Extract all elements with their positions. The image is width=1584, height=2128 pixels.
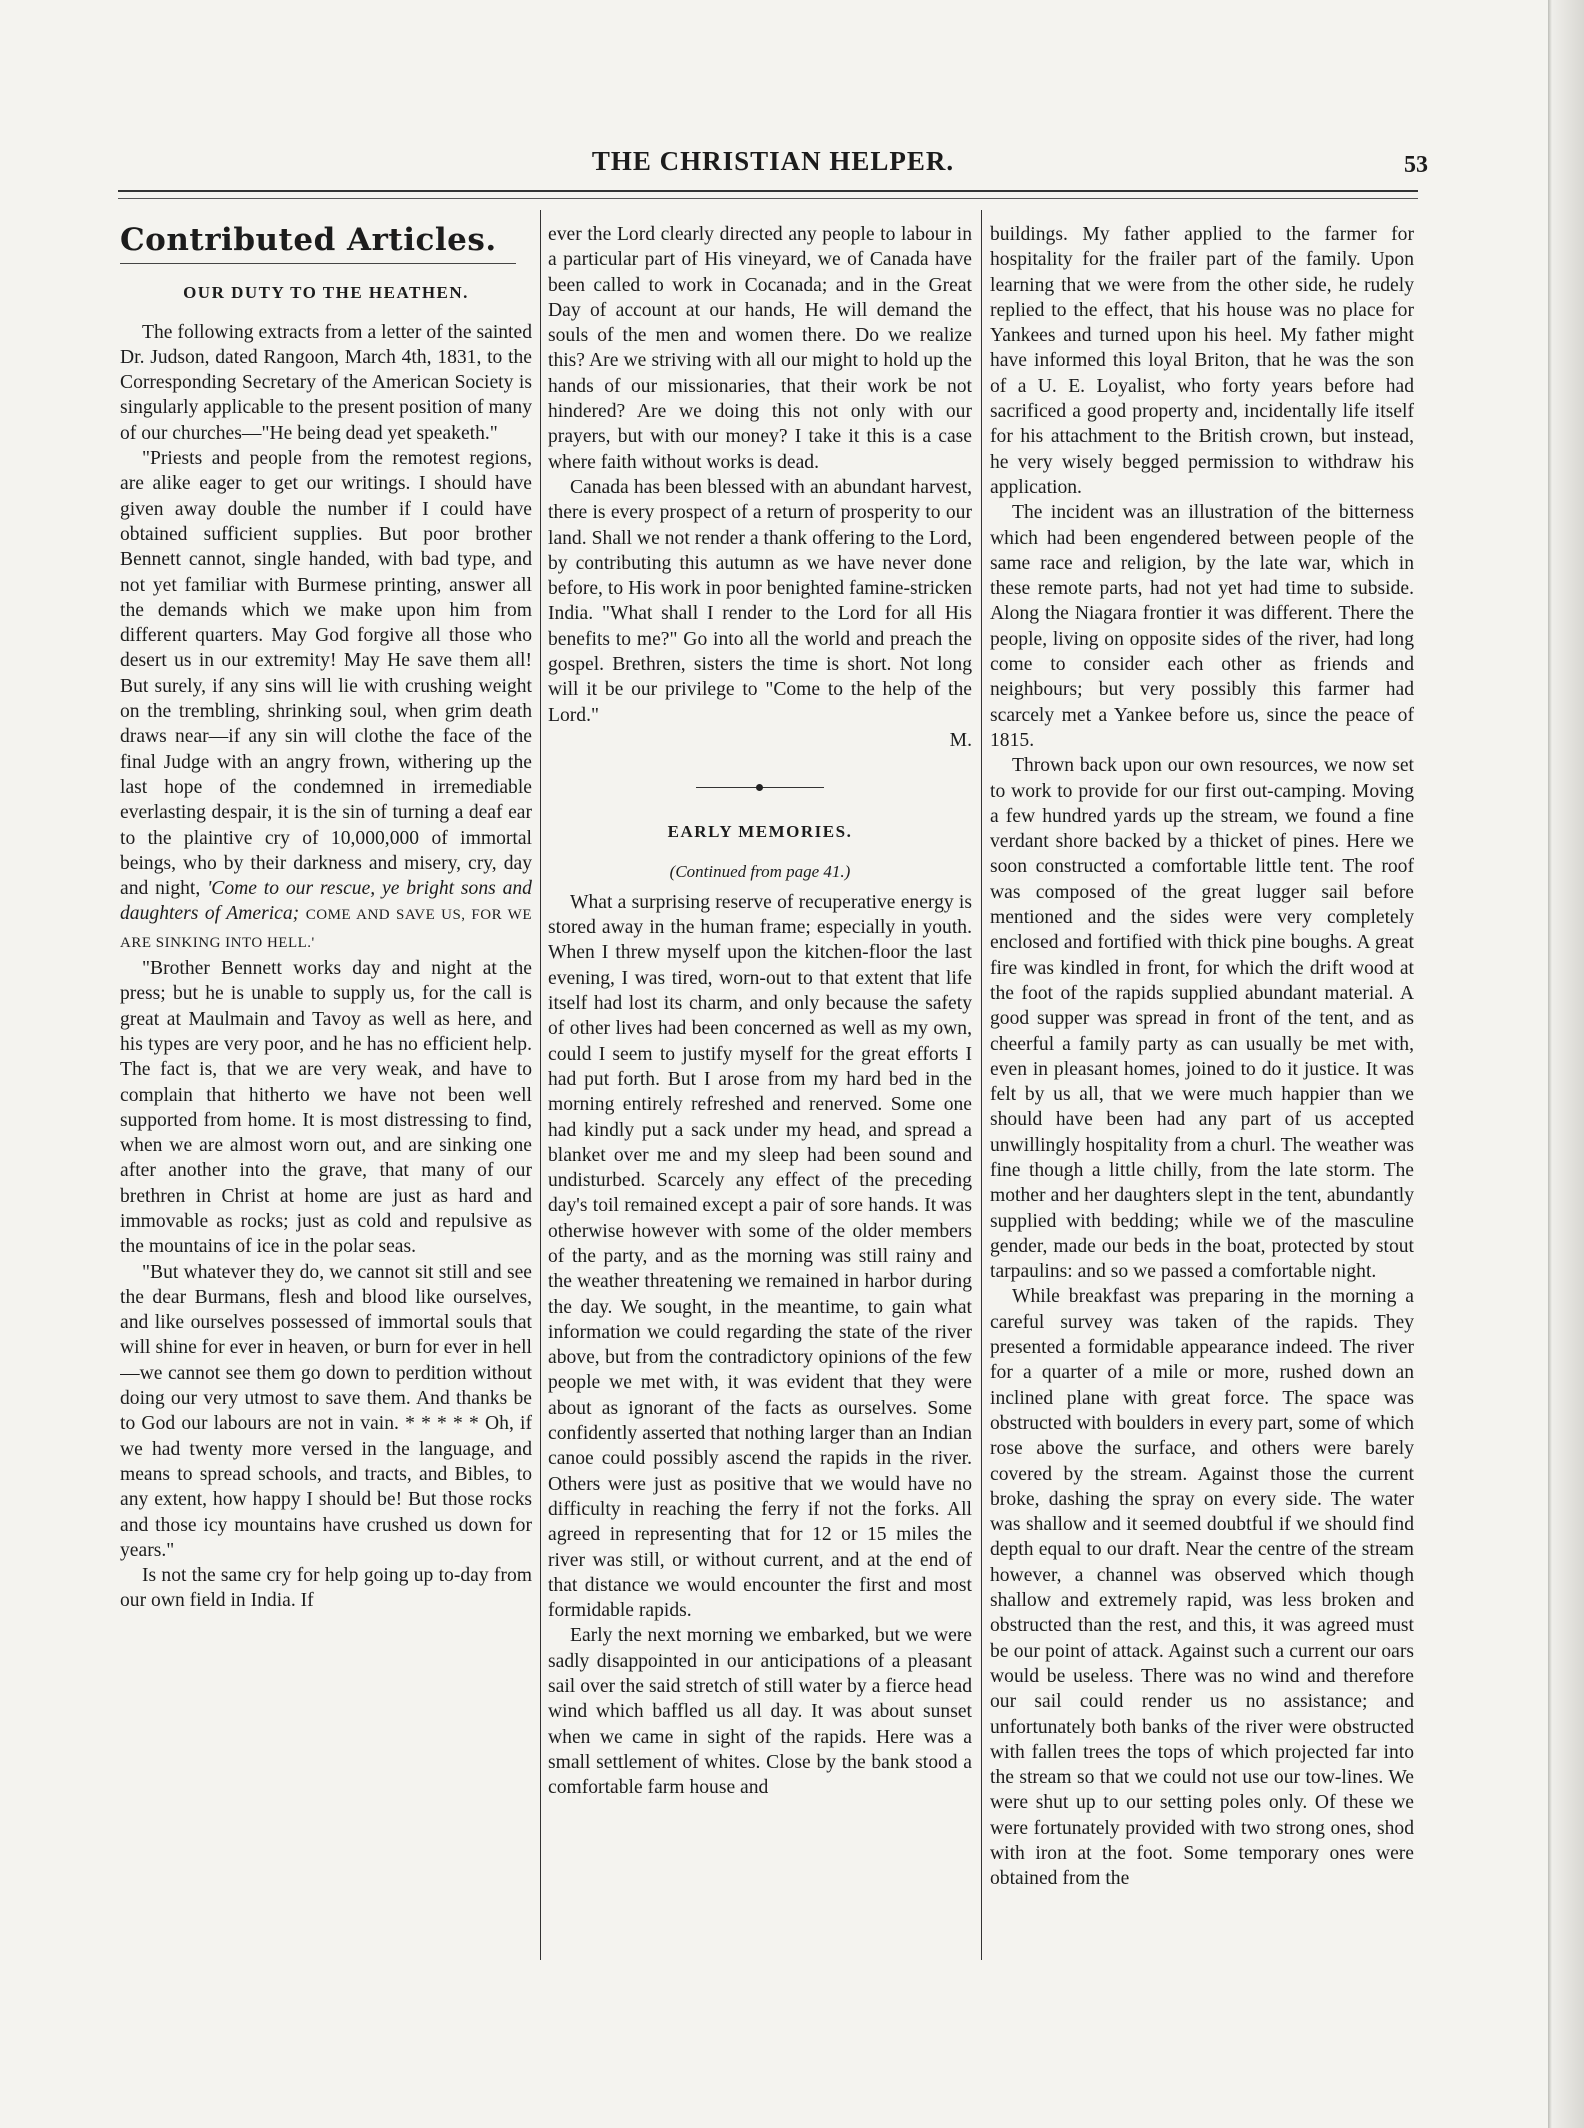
paragraph: The incident was an illustration of the bitterness which had been engendered between people of the same race and religion, by the late war, which in these remote parts, had not yet had time to subside. Along the Niagara frontier it was different. There the people, living on opposite sides of the river, had long come to consider each other as friends and neighbours; but very possibly this farmer had scarcely met a Yankee before us, since the peace of 1815. bbox=[990, 502, 1414, 751]
paragraph: "But whatever they do, we cannot sit still and see the dear Burmans, flesh and blood like ourselves, and like ourselves possessed of immortal souls that will shine for ever in heaven, or burn for ever in hell—we cannot see them go down to perdition without doing our very utmost to save them. And thanks be to God our labours are not in vain. * * * * * Oh, if we had twenty more versed in the language, and means to spread schools, and tracts, and Bibles, to any extent, how happy I should be! But those rocks and those icy mountains have crushed us down for years." bbox=[120, 1261, 532, 1561]
signature: M. bbox=[949, 729, 972, 751]
paragraph: The following extracts from a letter of the sainted Dr. Judson, dated Rangoon, March 4th, 1831, to the Corresponding Secretary of the American Society is singularly applicable to the present position of many of our churches—"He being dead yet speaketh." bbox=[120, 321, 532, 444]
small-caps-quote: COME AND SAVE US, FOR WE ARE SINKING INTO HELL.' bbox=[120, 907, 532, 951]
page-number: 53 bbox=[1404, 152, 1428, 178]
paragraph: "Brother Bennett works day and night at the press; but he is unable to supply us, for the call is great at Maulmain and Tavoy as well as here, and his types are very poor, and he has no efficient help. The fact is, that we are very weak, and have to complain that hitherto we have not been well supported from home. It is most distressing to find, when we are almost worn out, and are sinking one after another into the grave, that many of our brethren in Christ at home are just as hard and immovable as rocks; just as cold and repulsive as the mountains of ice in the polar seas. bbox=[120, 958, 532, 1258]
column-divider bbox=[981, 210, 982, 1960]
paragraph: Canada has been blessed with an abundant harvest, there is every prospect of a return of prosperity to our land. Shall we not render a thank offering to the Lord, by contributing this autumn as we have never done before, to His work in poor benighted famine-stricken India. "What shall I render to the Lord for all His benefits to me?" Go into all the world and preach the gospel. Brethren, sisters the time is short. Not long will it be our privilege to "Come to the help of the Lord." bbox=[548, 476, 972, 726]
column-divider bbox=[540, 210, 541, 1960]
paragraph-text: "Priests and people from the remotest regions, are alike eager to get our writings. I should have given away double the number if I could have obtained sufficient supplies. But poor brother Bennett cannot, single handed, with bad type, and not yet familiar with Burmese printing, answer all the demands which we make upon him from different quarters. May God forgive all those who desert us in our extremity! May He save them all! But surely, if any sins will lie with crushing weight on the trembling, shrinking soul, when grim death draws near—if any sin will clothe the face of the final Judge with an angry frown, withering up the last hope of the condemned in irremediable everlasting despair, it is the sin of turning a deaf ear to the plaintive cry of 10,000,000 of immortal beings, who by their darkness and misery, cry, day and night, bbox=[120, 448, 532, 900]
ornament-divider bbox=[548, 783, 972, 791]
section-rule bbox=[120, 263, 516, 264]
continued-note: (Continued from page 41.) bbox=[669, 861, 851, 881]
italic-quote: 'Come to our rescue, ye bright sons and daughters of America; bbox=[120, 878, 532, 925]
column-1 bbox=[120, 222, 532, 1962]
section-title: Contributed Articles. bbox=[120, 222, 497, 258]
column-2 bbox=[548, 222, 972, 1962]
paragraph: ever the Lord clearly directed any people to labour in a particular part of His vineyard, we of Canada have been called to work in Cocanada; and in the Great Day of account at our hands, He will demand the souls of the men and women there. Do we realize this? Are we striving with all our might to hold up the hands of our missionaries, that their work be not hindered? Are we doing this not only with our prayers, but with our money? I take it this is a case where faith without works is dead. bbox=[548, 224, 972, 473]
paragraph: Thrown back upon our own resources, we now set to work to provide for our first out-camping. Moving a few hundred yards up the stream, we found a fine verdant shore backed by a thicket of pines. Here we soon constructed a comfortable little tent. The roof was composed of the great lugger sail before mentioned and the sides were very completely enclosed and fortified with thick pine boughs. A great fire was kindled in front, for which the drift wood at the foot of the rapids supplied abundant material. A good supper was spread in front of the tent, and as cheerful a family party as can usually be met with, even in pleasant homes, joined to do it justice. It was felt by us all, that we were much happier than we should have been had any part of us accepted unwillingly hospitality from a churl. The weather was fine though a little chilly, from the late storm. The mother and her daughters slept in the tent, abundantly supplied with bedding; while we of the masculine gender, made our beds in the boat, protected by stout tarpaulins: and so we passed a comfortable night. bbox=[990, 755, 1414, 1283]
paragraph bbox=[120, 446, 532, 956]
header-rule bbox=[118, 190, 1418, 199]
paragraph: Is not the same cry for help going up to-day from our own field in India. If bbox=[120, 1565, 532, 1612]
paragraph: While breakfast was preparing in the morning a careful survey was taken of the rapids. They presented a formidable appearance indeed. The river for a quarter of a mile or more, rushed down an inclined plane with great force. The space was obstructed with boulders in every part, some of which rose above the surface, and others were barely covered by the stream. Against those the current broke, dashing the spray on every side. The water was shallow and it seemed doubtful if we should find depth equal to our draft. Near the centre of the stream however, a channel was observed which though shallow and extremely rapid, was less broken and obstructed than the rest, and this, it was agreed must be our point of attack. Against such a current our oars would be useless. There was no wind and therefore our sail could render us no assistance; and unfortunately both banks of the river were obstructed with fallen trees the tops of which projected far into the stream so that we could not use our tow-lines. We were shut up to our setting poles only. Of these we were fortunately provided with two strong ones, shod with iron at the foot. Some temporary ones were obtained from the bbox=[990, 1286, 1414, 1890]
article-title: OUR DUTY TO THE HEATHEN. bbox=[183, 283, 469, 303]
paragraph: buildings. My father applied to the farmer for hospitality for the frailer part of the family. Upon learning that we were from the other side, he rudely replied to the effect, that his house was no place for Yankees and turned upon his heel. My father might have informed this loyal Briton, that he was the son of a U. E. Loyalist, who forty years before had sacrificed a good property and, incidentally life itself for his attachment to the British crown, but instead, he very wisely begged permission to withdraw his application. bbox=[990, 224, 1414, 498]
paragraph: Early the next morning we embarked, but we were sadly disappointed in our anticipations of a pleasant sail over the said stretch of still water by a fierce head wind which baffled us all day. It was about sunset when we came in sight of the rapids. Here was a small settlement of whites. Close by the bank stood a comfortable farm house and bbox=[548, 1625, 972, 1799]
page-header bbox=[118, 146, 1428, 186]
column-3 bbox=[990, 222, 1414, 1962]
running-title: THE CHRISTIAN HELPER. bbox=[591, 146, 955, 176]
article-title: EARLY MEMORIES. bbox=[667, 822, 853, 842]
paragraph: What a surprising reserve of recuperative energy is stored away in the human frame; especially in youth. When I threw myself upon the kitchen-floor the last evening, I was tired, worn-out to that extent that life itself had lost its charm, and only because the safety of other lives had been concerned as well as my own, could I seem to justify myself for the great efforts I had put forth. But I arose from my hard bed in the morning entirely refreshed and renerved. Some one had kindly put a sack under my head, and spread a blanket over me and my sleep had been sound and undisturbed. Scarcely any effect of the preceding day's toil remained except a pair of sore hands. It was otherwise however with some of the older members of the party, and as the morning was still rainy and the weather threatening we remained in harbor during the day. We sought, in the meantime, to gain what information we could regarding the state of the river above, but from the contradictory opinions of the few people we met with, it was evident that they were about as ignorant of the facts as ourselves. Some confidently asserted that nothing larger than an Indian canoe could possibly ascend the rapids in the river. Others were just as positive that we would have no difficulty in reaching the ferry if not the forks. All agreed in representing that for 12 or 15 miles the river was still, or without current, and at the end of that distance we would encounter the first and most formidable rapids. bbox=[548, 891, 972, 1622]
page-edge bbox=[1548, 0, 1584, 2128]
